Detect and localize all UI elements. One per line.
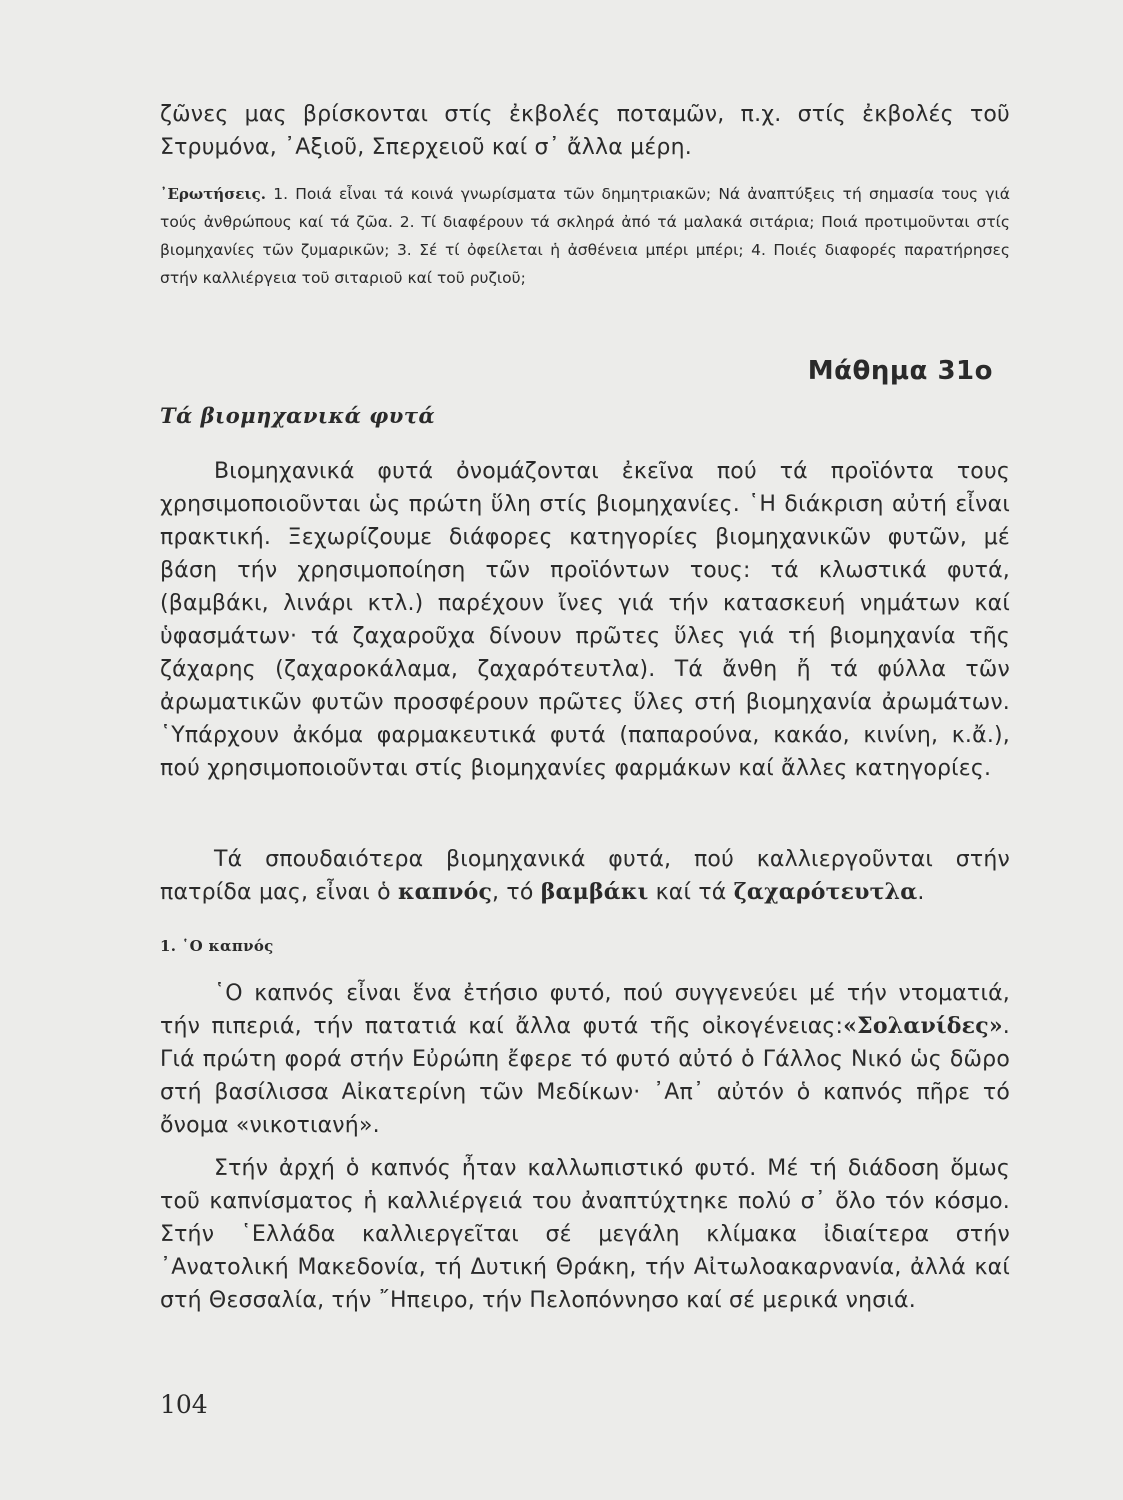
paragraph-intro: Βιομηχανικά φυτά ὀνομάζονται ἐκεῖνα πού τά προϊόντα τους χρησιμοποιοῦνται ὡς πρώτη ὕλη στίς βιομηχανίες. ῾Η διάκριση αὐτή εἶναι πρακτική. Ξεχωρίζουμε διάφορες κατηγορίες βιομηχανικῶν φυτῶν, μέ βάση τήν χρησιμοποίηση τῶν προϊόντων τους: τά κλωστικά φυτά, (βαμβάκι, λινάρι κτλ.) παρέχουν ἴνες γιά τήν κατασκευή νημάτων καί ὑφασμάτων· τά ζαχαροῦχα δίνουν πρῶτες ὕλες γιά τή βιομηχανία τῆς ζάχαρης (ζαχαροκάλαμα, ζαχαρότευτλα). Τά ἄνθη ἤ τά φύλλα τῶν ἀρωματικῶν φυτῶν προσφέρουν πρῶτες ὕλες στή βιομηχανία ἀρωμάτων. ῾Υπάρχουν ἀκόμα φαρμακευτικά φυτά (παπαρούνα, κακάο, κινίνη, κ.ἄ.), πού χρησιμοποιοῦνται στίς βιομηχανίες φαρμάκων καί ἄλλες κατηγορίες. [160, 459, 1010, 781]
chapter-title: Τά βιομηχανικά φυτά [160, 403, 436, 428]
questions-label: ᾿Ερωτήσεις. [160, 185, 266, 203]
paragraph-tobacco-cultivation: Στήν ἀρχή ὁ καπνός ἦταν καλλωπιστικό φυτό. Μέ τή διάδοση ὅμως τοῦ καπνίσματος ἡ καλλιέργειά του ἀναπτύχτηκε πολύ σ᾿ ὅλο τόν κόσμο. Στήν ῾Ελλάδα καλλιεργεῖται σέ μεγάλη κλίμακα ἰδιαίτερα στήν ᾿Ανατολική Μακεδονία, τή Δυτική Θράκη, τήν Αἰτωλοακαρνανία, ἀλλά καί στή Θεσσαλία, τήν ῎Ηπειρο, τήν Πελοπόννησο καί σέ μερικά νησιά. [160, 1156, 1010, 1313]
para2-text-end: . [917, 880, 925, 905]
para2-text-start: Τά σπουδαιότερα βιομηχανικά φυτά, πού καλλιεργοῦνται στήν πατρίδα μας, εἶναι ὁ [160, 847, 1010, 905]
continued-paragraph: ζῶνες μας βρίσκονται στίς ἐκβολές ποταμῶν, π.χ. στίς ἐκβολές τοῦ Στρυμόνα, ᾿Αξιοῦ, Σπερχειοῦ καί σ᾿ ἄλλα μέρη. [160, 102, 1010, 160]
para3-text-end: . Γιά πρώτη φορά στήν Εὐρώπη ἔφερε τό φυτό αὐτό ὁ Γάλλος Νικό ὡς δῶρο στή βασίλισσα Αἰκατερίνη τῶν Μεδίκων· ᾿Απ᾿ αὐτόν ὁ καπνός πῆρε τό ὄνομα «νικοτιανή». [160, 1014, 1010, 1138]
questions-text: 1. Ποιά εἶναι τά κοινά γνωρίσματα τῶν δημητριακῶν; Νά ἀναπτύξεις τή σημασία τους γιά τούς ἀνθρώπους καί τά ζῶα. 2. Τί διαφέρουν τά σκληρά ἀπό τά μαλακά σιτάρια; Ποιά προτιμοῦνται στίς βιομηχανίες τῶν ζυμαρικῶν; 3. Σέ τί ὀφείλεται ἡ ἀσθένεια μπέρι μπέρι; 4. Ποιές διαφορές παρατήρησες στήν καλλιέργεια τοῦ σιταριοῦ καί τοῦ ρυζιοῦ; [160, 185, 1010, 287]
term-tobacco: καπνός [397, 879, 493, 905]
para3-text-start: ῾Ο καπνός εἶναι ἕνα ἐτήσιο φυτό, πού συγγενεύει μέ τήν ντοματιά, τήν πιπεριά, τήν πατατιά καί ἄλλα φυτά τῆς οἰκογένειας: [160, 981, 1010, 1039]
page-number: 104 [160, 1390, 208, 1419]
para2-text-mid1: , τό [492, 880, 541, 905]
term-sugar-beet: ζαχαρότευτλα [733, 879, 918, 905]
paragraph-tobacco-origin [160, 977, 1010, 1142]
paragraph-main-crops [160, 843, 1010, 909]
lesson-title: Μάθημα 31ο [807, 356, 993, 386]
questions-block [160, 180, 1010, 292]
term-cotton: βαμβάκι [540, 879, 649, 905]
term-solanaceae: «Σολανίδες» [843, 1013, 1003, 1039]
section-title: 1. ῾Ο καπνός [160, 937, 274, 955]
para2-text-mid2: καί τά [648, 880, 734, 905]
